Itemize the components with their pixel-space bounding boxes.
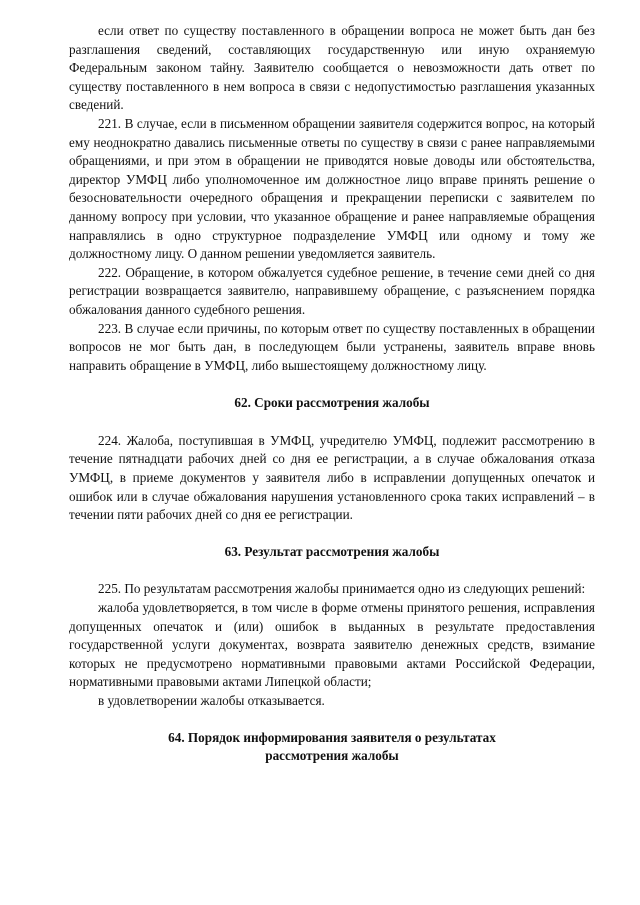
paragraph-225: 225. По результатам рассмотрения жалобы принимается одно из следующих решений: [98,581,586,597]
section-62-heading: 62. Сроки рассмотрения жалобы [234,395,430,411]
paragraph-221: 221. В случае, если в письменном обращении заявителя содержится вопрос, на который ему неоднократно давались письменные ответы по существу в связи с ранее направляемыми обращениями, и при этом в обращении не приводятся новые доводы или обстоятельства, директор УМФЦ либо уполномоченное им должностное лицо вправе принять решение о безосновательности очередного обращения и прекращении переписки с заявителем по данному вопросу при условии, что указанное обращение и ранее направляемые обращения направлялись в одно структурное подразделение УМФЦ или одному и тому же должностному лицу. О данном решении уведомляется заявитель. [69,115,595,262]
paragraph-222: 222. Обращение, в котором обжалуется судебное решение, в течение семи дней со дня регистрации возвращается заявителю, направившему обращение, с разъяснением порядка обжалования данного судебного решения. [69,264,595,317]
section-64-heading [69,729,595,766]
paragraph-224: 224. Жалоба, поступившая в УМФЦ, учредителю УМФЦ, подлежит рассмотрению в течение пятнадцати рабочих дней со дня ее регистрации, а в случае обжалования отказа УМФЦ, в приеме документов у заявителя либо в исправлении допущенных опечаток и ошибок или в случае обжалования нарушения установленного срока таких исправлений – в течении пяти рабочих дней со дня ее регистрации. [69,432,595,523]
section-64-heading-line-2: рассмотрения жалобы [265,748,399,764]
paragraph-complaint-satisfied: жалоба удовлетворяется, в том числе в форме отмены принятого решения, исправления допущенных опечаток и (или) ошибок в выданных в результате предоставления государственной услуги документах, возврата заявителю денежных средств, взимание которых не предусмотрено нормативными правовыми актами Российской Федерации, нормативными правовыми актами Липецкой области; [69,600,595,690]
paragraph-223: 223. В случае если причины, по которым ответ по существу поставленных в обращении вопросов не мог быть дан, в последующем были устранены, заявитель вправе вновь направить обращение в УМФЦ, либо вышестоящему должностному лицу. [69,320,595,373]
section-64-heading-line-1: 64. Порядок информирования заявителя о результатах [168,729,496,745]
paragraph-complaint-rejected: в удовлетворении жалобы отказывается. [98,693,325,708]
section-63-heading: 63. Результат рассмотрения жалобы [224,543,440,559]
document-body [69,22,595,766]
paragraph-intro-continuation: если ответ по существу поставленного в обращении вопроса не может быть дан без разглашения сведений, составляющих государственную или иную охраняемую Федеральным законом тайну. Заявителю сообщается о невозможности дать ответ по существу поставленного в нем вопроса в связи с недопустимостью разглашения указанных сведений. [69,23,595,113]
